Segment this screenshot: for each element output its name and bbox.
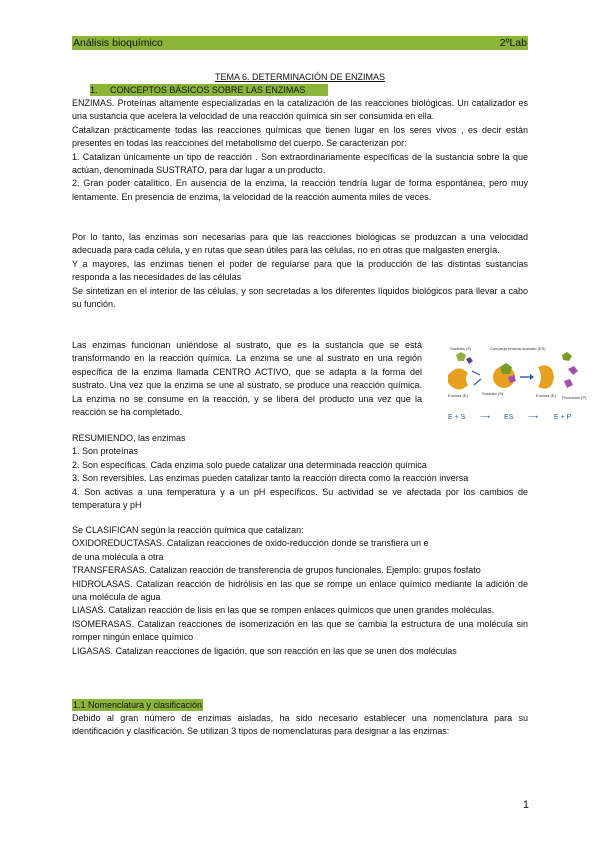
section-label: CONCEPTOS BÁSICOS SOBRE LAS ENZIMAS: [110, 85, 306, 95]
paragraph: Las enzimas funcionan uniéndose al sustrato, que es la sustancia que se está transformando en la reacción química. La enzima se une al sustrato en una región específica de la enzima llamada CENTRO ACTIVO, que se adapta a la forma del sustrato. Una vez que la enzima se une al sustrato, se produce una reacción química. La enzima no se consume en la reacción, y se libera del producto una vez que la reacción se ha completado.: [72, 340, 422, 418]
label-substrate-2: Sustrato (S): [482, 391, 504, 396]
classification-heading: Se CLASIFICAN según la reacción química que catalizan:: [72, 525, 304, 535]
paragraph: Y a mayores, las enzimas tienen el poder de regularse para que la producción de las distintas sustancias responda a las necesidades de las células: [72, 258, 528, 283]
class-item: ISOMERASAS. Catalizan reacciones de isomerización en las que se cambia la estructura de una molécula sin romper ningún enlace químico: [72, 618, 528, 643]
intro-block: [72, 97, 528, 204]
header-subject: Análisis bioquímico: [73, 37, 163, 49]
arrow-head: [530, 374, 534, 380]
enzyme-diagram-svg: [444, 345, 594, 430]
paragraph: Debido al gran número de enzimas aisladas, ha sido necesario establecer una nomenclatura para su identificación y clasificación. Se utilizan 3 tipos de nomenclaturas para designar a las enzimas:: [72, 713, 528, 737]
paragraph: Catalizan prácticamente todas las reacciones químicas que tienen lugar en los seres vivos , es decir están presentes en todas las reacciones del metabolismo del cuerpo. Se caracterizan por:: [72, 124, 528, 149]
list-item: 1. Catalizan únicamente un tipo de reacción . Son extraordinariamente específicas de la sustancia sobre la que actúan, denominada SUSTRATO, para dar lugar a un producto.: [72, 151, 528, 176]
summary-block: [72, 432, 528, 512]
page-title: TEMA 6. DETERMINACIÓN DE ENZIMAS: [214, 72, 386, 82]
paragraph: Se sintetizan en el interior de las células, y son secretadas a los diferentes líquidos biológicos para llevar a cabo su función.: [72, 285, 528, 310]
label-substrate: Sustrato (S): [450, 346, 472, 351]
mechanism-block: [72, 339, 422, 419]
label-enzyme-2: Enzima (E): [536, 393, 556, 398]
paragraph: ENZIMAS. Proteínas altamente especializadas en la catalización de las reacciones biológicas. Un catalizador es una sustancia que acelera la velocidad de una reacción química sin ser consumida en ella.: [72, 98, 528, 122]
label-enzyme: Enzima (E): [448, 393, 468, 398]
reaction-arrow: [472, 371, 481, 385]
list-item: 1. Son proteínas: [72, 446, 139, 457]
paragraph: Por lo tanto, las enzimas son necesarias para que las reacciones biológicas se produzcan a una velocidad adecuada para cada célula, y en rutas que sean útiles para las células, no en otras que malgasten energía.: [72, 232, 528, 256]
header-course: 2ºLab: [499, 37, 527, 49]
list-item: 2. Son específicas. Cada enzima solo puede catalizar una determinada reacción química: [72, 459, 427, 470]
class-item: de una molécula a otra: [72, 551, 164, 562]
substrate-molecule: [456, 352, 466, 361]
class-item: OXIDOREDUCTASAS. Catalizan reacciones de oxido-reducción donde se transfiera un e: [72, 538, 429, 549]
list-item: 4. Son activas a una temperatura y a un pH específicos. Su actividad se ve afectada por los cambios de temperatura y pH: [72, 486, 528, 511]
nomenclature-block: [72, 712, 528, 739]
section-number: 1.: [90, 85, 98, 95]
class-item: TRANSFERASAS. Catalizan reacción de transferencia de grupos funcionales. Ejemplo: grupos fosfato: [72, 565, 481, 576]
equation-ep: E + P: [554, 414, 572, 421]
label-complex: Complejo enzima-sustrato (ES): [490, 346, 546, 351]
class-item: LIASAS. Catalizan reacción de lisis en las que se rompen enlaces químicos que unen grandes moléculas.: [72, 605, 495, 616]
label-products: Productos (P): [562, 395, 587, 400]
equation-arrow-2: ⟶: [528, 414, 539, 421]
section-heading-1-1: 1.1 Nomenclatura y clasificación: [73, 700, 203, 710]
list-item: 3. Son reversibles. Las enzimas pueden catalizar tanto la reacción directa como la reacción inversa: [72, 473, 469, 484]
product-molecule: [562, 352, 572, 361]
class-item: HIDROLASAS. Catalizan reacción de hidrólisis en las que se rompe un enlace químico mediante la adición de una molécula de agua: [72, 578, 528, 603]
product-molecule: [564, 379, 573, 388]
list-item: 2. Gran poder catalítico. En ausencia de la enzima, la reacción tendría lugar de forma espontánea, pero muy lentamente. En presencia de enzima, la velocidad de la reacción aumenta miles de veces.: [72, 178, 528, 202]
enzyme-shape: [448, 368, 468, 389]
equation-arrow-1: ⟶: [480, 414, 491, 421]
complex-substrate: [500, 363, 512, 374]
summary-heading: RESUMIENDO, las enzimas: [72, 433, 186, 443]
section-heading-1: [90, 84, 328, 96]
page-number: 1: [522, 799, 529, 811]
enzyme-diagram: [444, 345, 594, 430]
equation-es: E + S: [448, 414, 466, 421]
enzyme-shape: [538, 365, 554, 388]
class-item: LIGASAS. Catalizan reacciones de ligación, que son reacción en las que se unen dos moléculas: [72, 645, 457, 656]
product-molecule: [568, 366, 578, 375]
page-header: [72, 36, 528, 50]
paragraph-block-2: [72, 231, 528, 311]
classification-block: [72, 524, 528, 658]
substrate-molecule: [466, 357, 473, 364]
equation-complex: ES: [504, 414, 514, 421]
